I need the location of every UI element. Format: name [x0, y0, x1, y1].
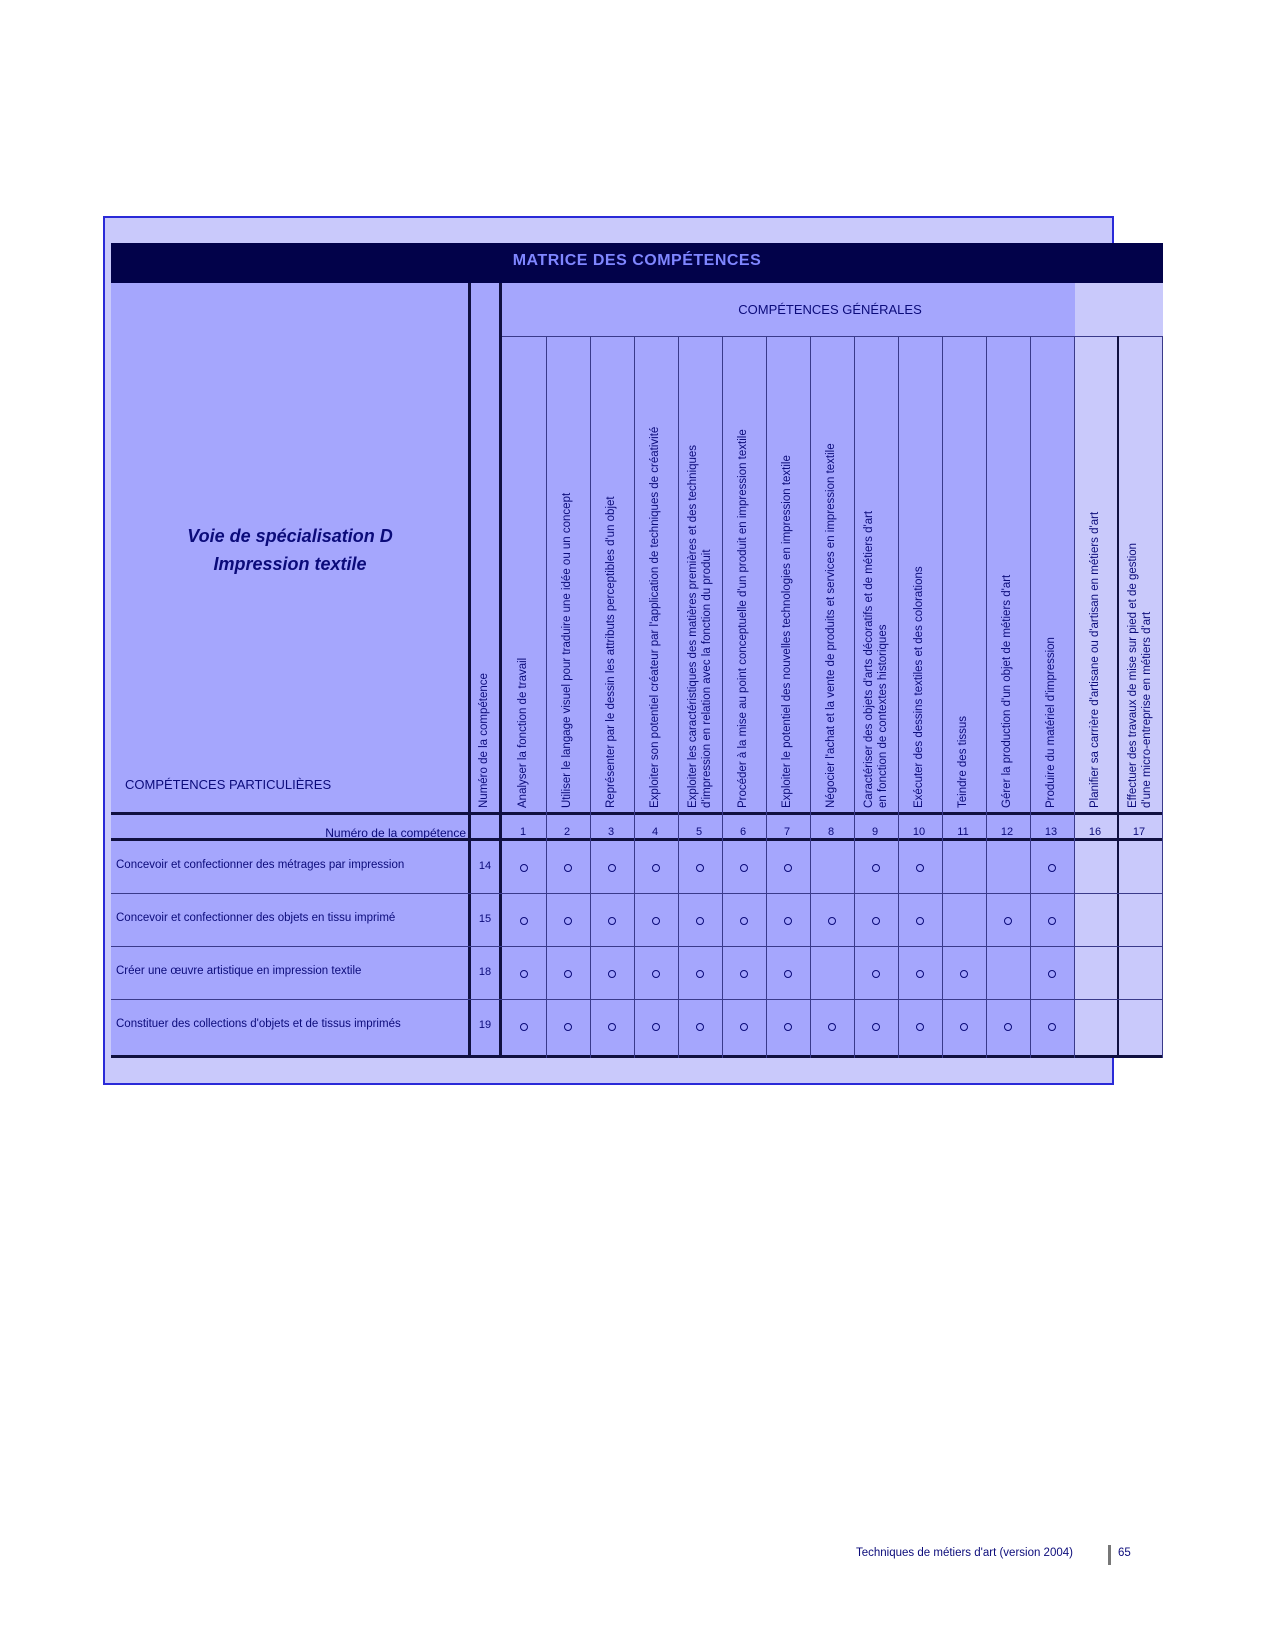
- matrix-mark: [1004, 917, 1012, 925]
- general-competence-header: Produire du matériel d'impression: [1045, 637, 1057, 808]
- matrix-mark: [828, 917, 836, 925]
- voie-title: [150, 522, 430, 578]
- matrix-mark: [784, 1023, 792, 1031]
- competence-number: 2: [563, 826, 571, 838]
- matrix-mark: [564, 917, 572, 925]
- matrix-mark: [652, 1023, 660, 1031]
- matrix-mark: [564, 864, 572, 872]
- particular-competence-label: Constituer des collections d'objets et de tissus imprimés: [116, 1018, 401, 1030]
- matrix-mark: [1048, 864, 1056, 872]
- matrix-mark: [564, 1023, 572, 1031]
- competence-number: 11: [957, 826, 969, 838]
- matrix-mark: [696, 1023, 704, 1031]
- matrix-mark: [960, 970, 968, 978]
- column-divider: [634, 336, 635, 1058]
- matrix-mark: [784, 864, 792, 872]
- matrix-mark: [608, 970, 616, 978]
- generales-label: COMPÉTENCES GÉNÉRALES: [738, 302, 922, 317]
- column-divider: [722, 336, 723, 1058]
- matrix-mark: [520, 1023, 528, 1031]
- row-divider: [111, 893, 1163, 894]
- general-competence-header: Gérer la production d'un objet de métiers d'art: [1001, 574, 1013, 808]
- matrix-mark: [872, 864, 880, 872]
- competence-number: 5: [695, 826, 703, 838]
- matrix-mark: [608, 1023, 616, 1031]
- column-divider: [986, 336, 987, 1058]
- footer-text: Techniques de métiers d'art (version 2004): [856, 1547, 1073, 1559]
- particular-competence-label: Créer une œuvre artistique en impression textile: [116, 965, 362, 977]
- matrix-mark: [1048, 970, 1056, 978]
- particular-competence-label: Concevoir et confectionner des métrages par impression: [116, 859, 405, 871]
- matrix-mark: [916, 917, 924, 925]
- divider-bottom: [111, 1055, 1163, 1058]
- general-competence-header: Effectuer des travaux de mise sur pied et de gestion: [1127, 542, 1139, 808]
- matrix-mark: [608, 917, 616, 925]
- matrix-mark: [872, 970, 880, 978]
- matrix-mark: [740, 1023, 748, 1031]
- matrix-mark: [1004, 1023, 1012, 1031]
- matrix-mark: [1048, 917, 1056, 925]
- footer-separator: [1108, 1545, 1111, 1565]
- column-divider: [678, 336, 679, 1058]
- matrix-mark: [784, 970, 792, 978]
- competence-number: 7: [783, 826, 791, 838]
- general-competence-header: Planifier sa carrière d'artisane ou d'artisan en métiers d'art: [1089, 511, 1101, 808]
- matrix-mark: [960, 1023, 968, 1031]
- particulieres-label: COMPÉTENCES PARTICULIÈRES: [125, 777, 332, 792]
- title-bar: [111, 243, 1163, 283]
- general-competence-header: Exécuter des dessins textiles et des colorations: [913, 566, 925, 808]
- column-divider: [898, 336, 899, 1058]
- matrix-mark: [784, 917, 792, 925]
- general-competence-header: d'impression en relation avec la fonction du produit: [701, 549, 713, 808]
- matrix-mark: [520, 864, 528, 872]
- competence-number: 6: [739, 826, 747, 838]
- column-divider: [1162, 336, 1163, 1058]
- general-competence-header: Procéder à la mise au point conceptuelle d'un produit en impression textile: [737, 429, 749, 808]
- matrix-mark: [652, 864, 660, 872]
- matrix-mark: [740, 864, 748, 872]
- matrix-mark: [872, 917, 880, 925]
- particular-competence-number: 18: [478, 966, 492, 978]
- competence-number: 13: [1044, 826, 1058, 838]
- column-divider: [854, 336, 855, 1058]
- general-competence-header: Exploiter le potentiel des nouvelles technologies en impression textile: [781, 455, 793, 808]
- column-divider: [1074, 336, 1075, 1058]
- column-divider: [942, 336, 943, 1058]
- matrix-mark: [696, 864, 704, 872]
- column-divider: [590, 336, 591, 1058]
- competence-number: 9: [871, 826, 879, 838]
- page-number: 65: [1118, 1547, 1131, 1559]
- general-competence-header: en fonction de contextes historiques: [877, 624, 889, 808]
- page-title: MATRICE DES COMPÉTENCES: [512, 252, 762, 269]
- general-competence-header: d'une micro-entreprise en métiers d'art: [1141, 611, 1153, 808]
- column-divider: [766, 336, 767, 1058]
- matrix-mark: [740, 970, 748, 978]
- particular-competence-number: 19: [478, 1019, 492, 1031]
- matrix-mark: [872, 1023, 880, 1031]
- divider-num-col: [499, 283, 502, 1058]
- competence-number: 3: [607, 826, 615, 838]
- matrix-mark: [696, 970, 704, 978]
- matrix-mark: [916, 970, 924, 978]
- matrix-mark: [696, 917, 704, 925]
- divider-numrow: [111, 838, 1163, 841]
- voie-line1: Voie de spécialisation D: [187, 526, 393, 546]
- general-competence-header: Utiliser le langage visuel pour traduire une idée ou un concept: [561, 492, 573, 808]
- general-competence-header: Caractériser des objets d'arts décoratifs et de métiers d'art: [863, 510, 875, 808]
- general-competence-header: Représenter par le dessin les attributs perceptibles d'un objet: [605, 496, 617, 808]
- matrix-mark: [520, 970, 528, 978]
- competence-number: 8: [827, 826, 835, 838]
- competence-number: 4: [651, 826, 659, 838]
- row-divider: [111, 946, 1163, 947]
- competence-number: 10: [912, 826, 926, 838]
- competence-number: 1: [519, 826, 527, 838]
- matrix-mark: [1048, 1023, 1056, 1031]
- general-competence-header: Analyser la fonction de travail: [517, 657, 529, 808]
- divider-general-header: [502, 336, 1163, 337]
- column-divider: [810, 336, 811, 1058]
- competence-number: 16: [1088, 826, 1102, 838]
- column-divider: [1030, 336, 1031, 1058]
- particular-competence-number: 14: [478, 860, 492, 872]
- matrix-mark: [608, 864, 616, 872]
- row-divider: [111, 999, 1163, 1000]
- matrix-mark: [520, 917, 528, 925]
- matrix-table: [111, 283, 1075, 1058]
- matrix-mark: [740, 917, 748, 925]
- matrix-mark: [652, 917, 660, 925]
- numero-row-label: Numéro de la compétence: [325, 826, 466, 840]
- particular-competence-label: Concevoir et confectionner des objets en tissu imprimé: [116, 912, 396, 924]
- matrix-mark: [828, 1023, 836, 1031]
- general-competence-header: Teindre des tissus: [957, 715, 969, 808]
- matrix-mark: [564, 970, 572, 978]
- competence-number: 12: [1000, 826, 1014, 838]
- divider-header: [111, 812, 1163, 815]
- general-competence-header: Exploiter les caractéristiques des matières premières et des techniques: [687, 444, 699, 808]
- particular-competence-number: 15: [478, 913, 492, 925]
- matrix-mark: [916, 864, 924, 872]
- column-divider: [546, 336, 547, 1058]
- general-competence-header: Négocier l'achat et la vente de produits et services en impression textile: [825, 443, 837, 808]
- voie-line2: Impression textile: [213, 554, 367, 574]
- matrix-mark: [916, 1023, 924, 1031]
- competence-number: 17: [1132, 826, 1146, 838]
- divider-label-col: [468, 283, 471, 1058]
- matrix-mark: [652, 970, 660, 978]
- numero-header: Numéro de la compétence: [478, 673, 490, 808]
- divider-col17: [1117, 336, 1119, 1058]
- general-competence-header: Exploiter son potentiel créateur par l'application de techniques de créativité: [649, 426, 661, 808]
